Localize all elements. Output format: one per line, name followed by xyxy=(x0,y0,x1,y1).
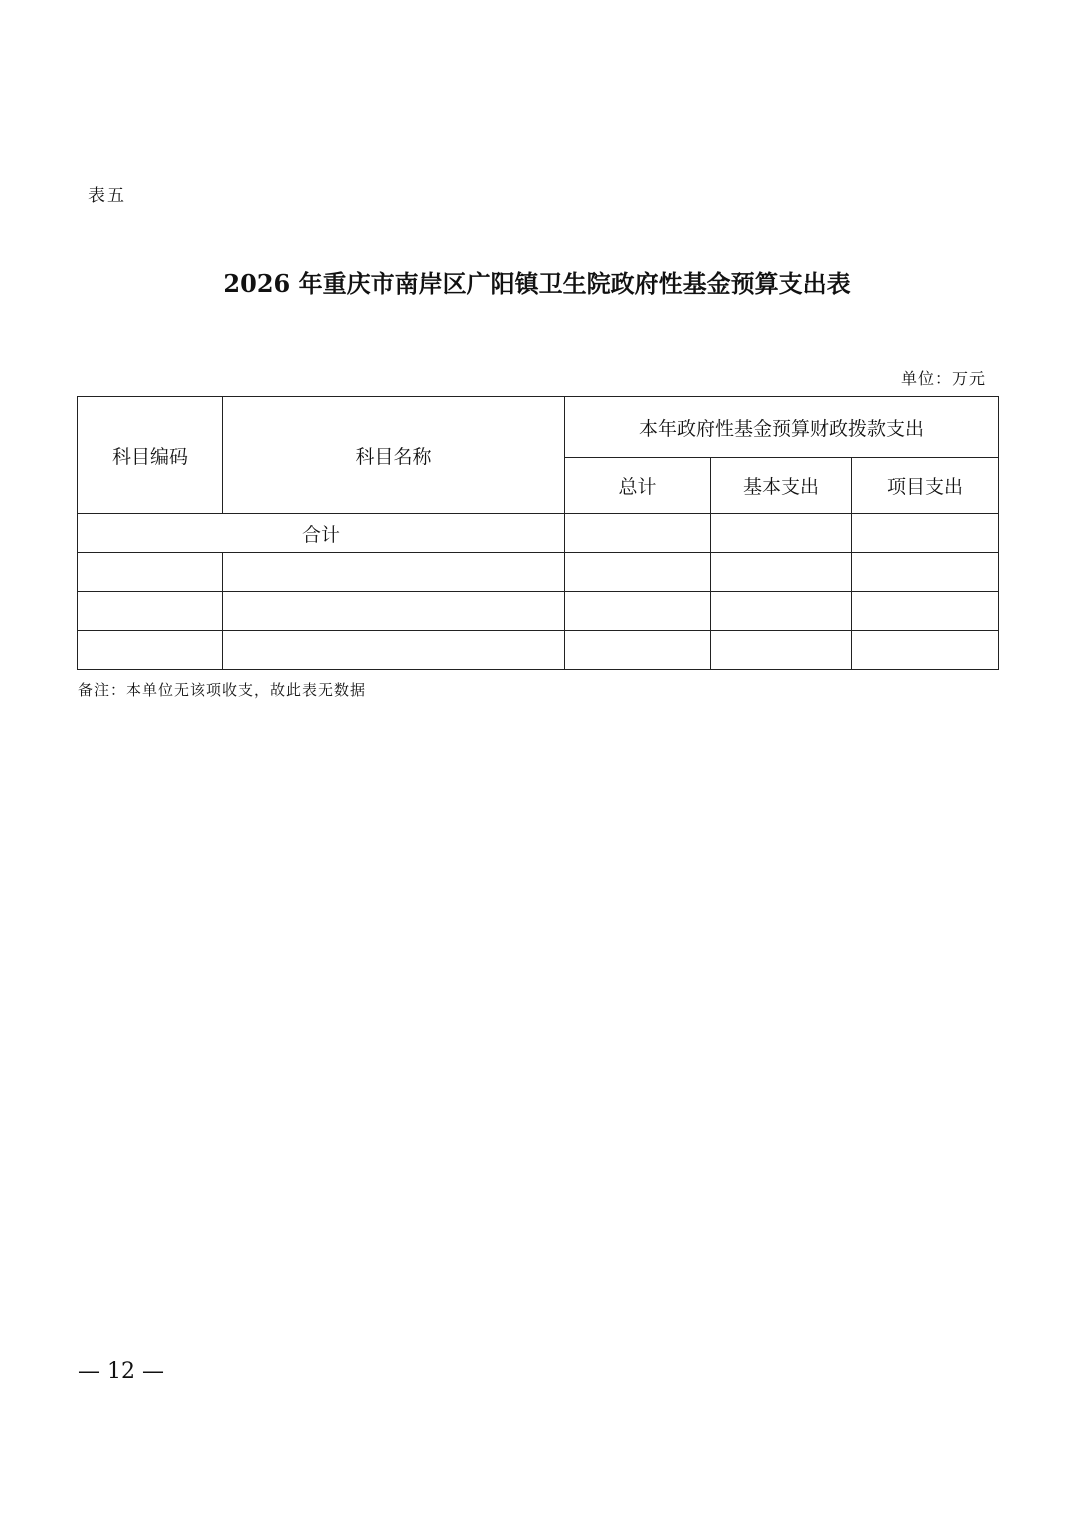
header-basic: 基本支出 xyxy=(711,458,852,514)
total-row xyxy=(78,514,999,553)
table-header-row xyxy=(78,397,999,458)
table-row xyxy=(78,553,999,592)
cell-total xyxy=(565,592,711,631)
cell-name xyxy=(223,631,565,670)
total-row-project xyxy=(852,514,999,553)
page-number: — 12 — xyxy=(78,1359,164,1384)
table-row xyxy=(78,592,999,631)
table-number-label: 表五 xyxy=(88,186,126,206)
cell-project xyxy=(852,592,999,631)
table-note: 备注：本单位无该项收支，故此表无数据 xyxy=(78,681,367,699)
unit-label: 单位：万元 xyxy=(900,369,986,388)
cell-project xyxy=(852,631,999,670)
header-code: 科目编码 xyxy=(78,397,223,514)
cell-code xyxy=(78,553,223,592)
cell-total xyxy=(565,631,711,670)
header-name: 科目名称 xyxy=(223,397,565,514)
table-row xyxy=(78,631,999,670)
total-row-basic xyxy=(711,514,852,553)
cell-project xyxy=(852,553,999,592)
total-row-total xyxy=(565,514,711,553)
cell-name xyxy=(223,553,565,592)
document-title: 2026 年重庆市南岸区广阳镇卫生院政府性基金预算支出表 xyxy=(223,269,851,298)
cell-basic xyxy=(711,592,852,631)
cell-basic xyxy=(711,553,852,592)
header-project: 项目支出 xyxy=(852,458,999,514)
total-row-label: 合计 xyxy=(78,514,565,553)
cell-code xyxy=(78,592,223,631)
cell-total xyxy=(565,553,711,592)
cell-name xyxy=(223,592,565,631)
cell-code xyxy=(78,631,223,670)
budget-table xyxy=(77,396,999,670)
header-group: 本年政府性基金预算财政拨款支出 xyxy=(565,397,999,458)
cell-basic xyxy=(711,631,852,670)
header-total: 总计 xyxy=(565,458,711,514)
